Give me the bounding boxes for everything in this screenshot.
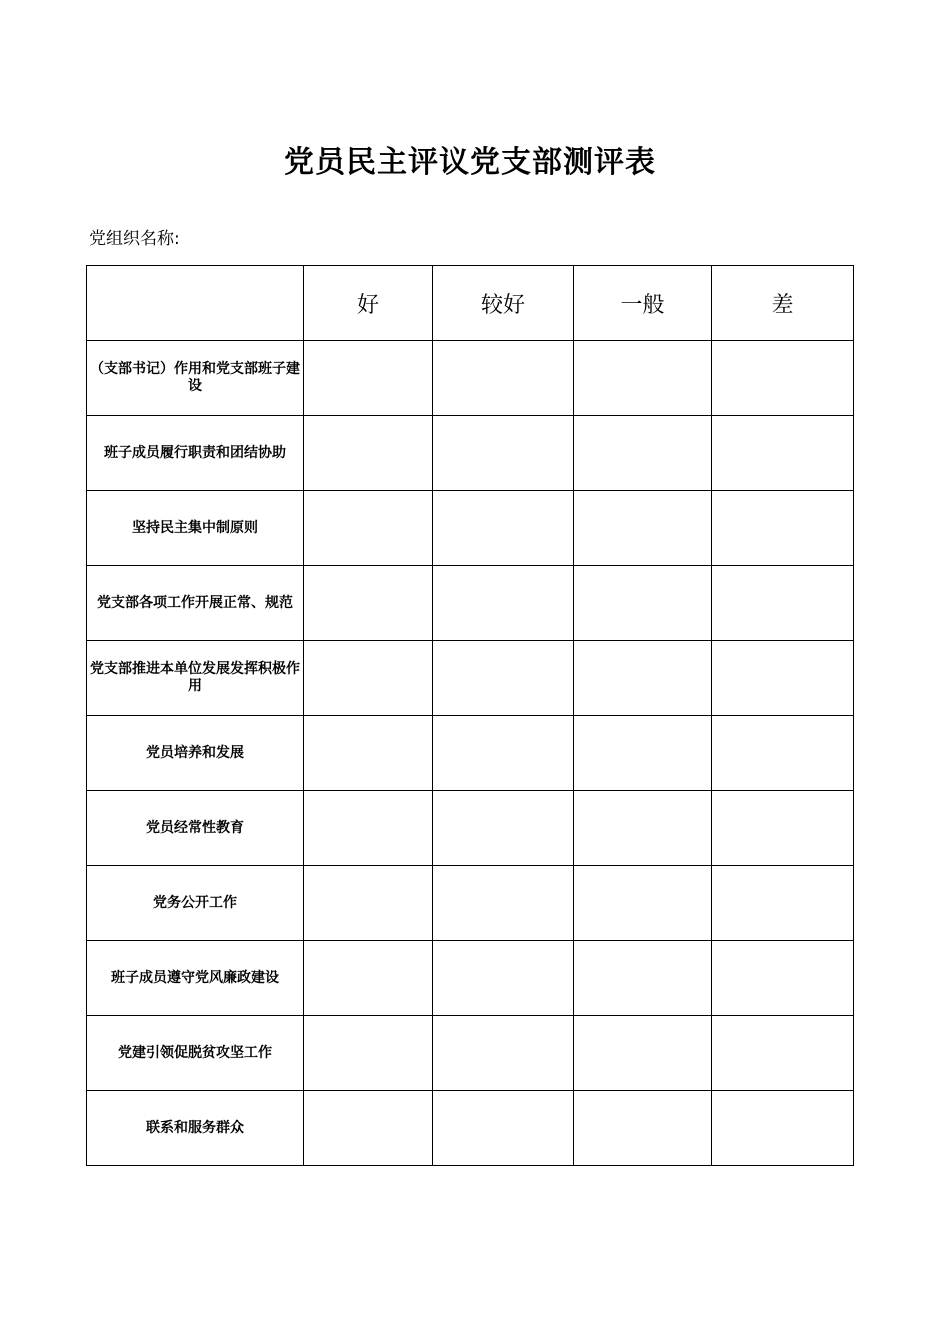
rating-cell-average[interactable]	[574, 491, 712, 566]
rating-cell-poor[interactable]	[712, 566, 854, 641]
rating-cell-poor[interactable]	[712, 1016, 854, 1091]
rating-cell-good[interactable]	[304, 491, 433, 566]
rating-cell-poor[interactable]	[712, 791, 854, 866]
item-label: 党支部推进本单位发展发挥积极作用	[87, 641, 304, 716]
rating-cell-poor[interactable]	[712, 341, 854, 416]
table-row	[87, 866, 854, 941]
rating-cell-fairly-good[interactable]	[433, 791, 574, 866]
item-label: 联系和服务群众	[87, 1091, 304, 1166]
rating-cell-poor[interactable]	[712, 941, 854, 1016]
rating-cell-fairly-good[interactable]	[433, 1091, 574, 1166]
rating-cell-poor[interactable]	[712, 491, 854, 566]
evaluation-table	[86, 265, 854, 1166]
table-row	[87, 791, 854, 866]
table-row	[87, 416, 854, 491]
rating-cell-average[interactable]	[574, 1016, 712, 1091]
item-label: 党建引领促脱贫攻坚工作	[87, 1016, 304, 1091]
rating-cell-average[interactable]	[574, 716, 712, 791]
table-row	[87, 716, 854, 791]
rating-cell-average[interactable]	[574, 416, 712, 491]
rating-cell-good[interactable]	[304, 566, 433, 641]
rating-cell-good[interactable]	[304, 416, 433, 491]
rating-cell-fairly-good[interactable]	[433, 566, 574, 641]
header-fairly-good: 较好	[433, 266, 574, 341]
rating-cell-average[interactable]	[574, 941, 712, 1016]
table-row	[87, 1016, 854, 1091]
rating-cell-poor[interactable]	[712, 416, 854, 491]
rating-cell-poor[interactable]	[712, 641, 854, 716]
table-row	[87, 341, 854, 416]
table-row	[87, 1091, 854, 1166]
item-label: 党员经常性教育	[87, 791, 304, 866]
rating-cell-fairly-good[interactable]	[433, 416, 574, 491]
table-row	[87, 491, 854, 566]
rating-cell-poor[interactable]	[712, 716, 854, 791]
header-average: 一般	[574, 266, 712, 341]
header-row	[87, 266, 854, 341]
item-label: 坚持民主集中制原则	[87, 491, 304, 566]
item-label: 班子成员履行职责和团结协助	[87, 416, 304, 491]
header-corner-cell	[87, 266, 304, 341]
rating-cell-good[interactable]	[304, 791, 433, 866]
rating-cell-average[interactable]	[574, 341, 712, 416]
rating-cell-good[interactable]	[304, 716, 433, 791]
rating-cell-good[interactable]	[304, 866, 433, 941]
rating-cell-fairly-good[interactable]	[433, 941, 574, 1016]
rating-cell-good[interactable]	[304, 1016, 433, 1091]
item-label: 党务公开工作	[87, 866, 304, 941]
rating-cell-fairly-good[interactable]	[433, 641, 574, 716]
rating-cell-average[interactable]	[574, 641, 712, 716]
rating-cell-fairly-good[interactable]	[433, 716, 574, 791]
rating-cell-average[interactable]	[574, 566, 712, 641]
table-row	[87, 641, 854, 716]
rating-cell-good[interactable]	[304, 1091, 433, 1166]
table-row	[87, 941, 854, 1016]
rating-cell-average[interactable]	[574, 791, 712, 866]
rating-cell-fairly-good[interactable]	[433, 1016, 574, 1091]
rating-cell-good[interactable]	[304, 341, 433, 416]
header-good: 好	[304, 266, 433, 341]
item-label: 党支部各项工作开展正常、规范	[87, 566, 304, 641]
rating-cell-fairly-good[interactable]	[433, 491, 574, 566]
rating-cell-good[interactable]	[304, 641, 433, 716]
table-row	[87, 566, 854, 641]
rating-cell-fairly-good[interactable]	[433, 866, 574, 941]
rating-cell-average[interactable]	[574, 1091, 712, 1166]
item-label: 党员培养和发展	[87, 716, 304, 791]
rating-cell-good[interactable]	[304, 941, 433, 1016]
rating-cell-poor[interactable]	[712, 866, 854, 941]
page-title: 党员民主评议党支部测评表	[284, 145, 656, 180]
header-poor: 差	[712, 266, 854, 341]
rating-cell-poor[interactable]	[712, 1091, 854, 1166]
item-label: （支部书记）作用和党支部班子建设	[87, 341, 304, 416]
rating-cell-fairly-good[interactable]	[433, 341, 574, 416]
org-name-label: 党组织名称:	[89, 229, 180, 249]
rating-cell-average[interactable]	[574, 866, 712, 941]
item-label: 班子成员遵守党风廉政建设	[87, 941, 304, 1016]
